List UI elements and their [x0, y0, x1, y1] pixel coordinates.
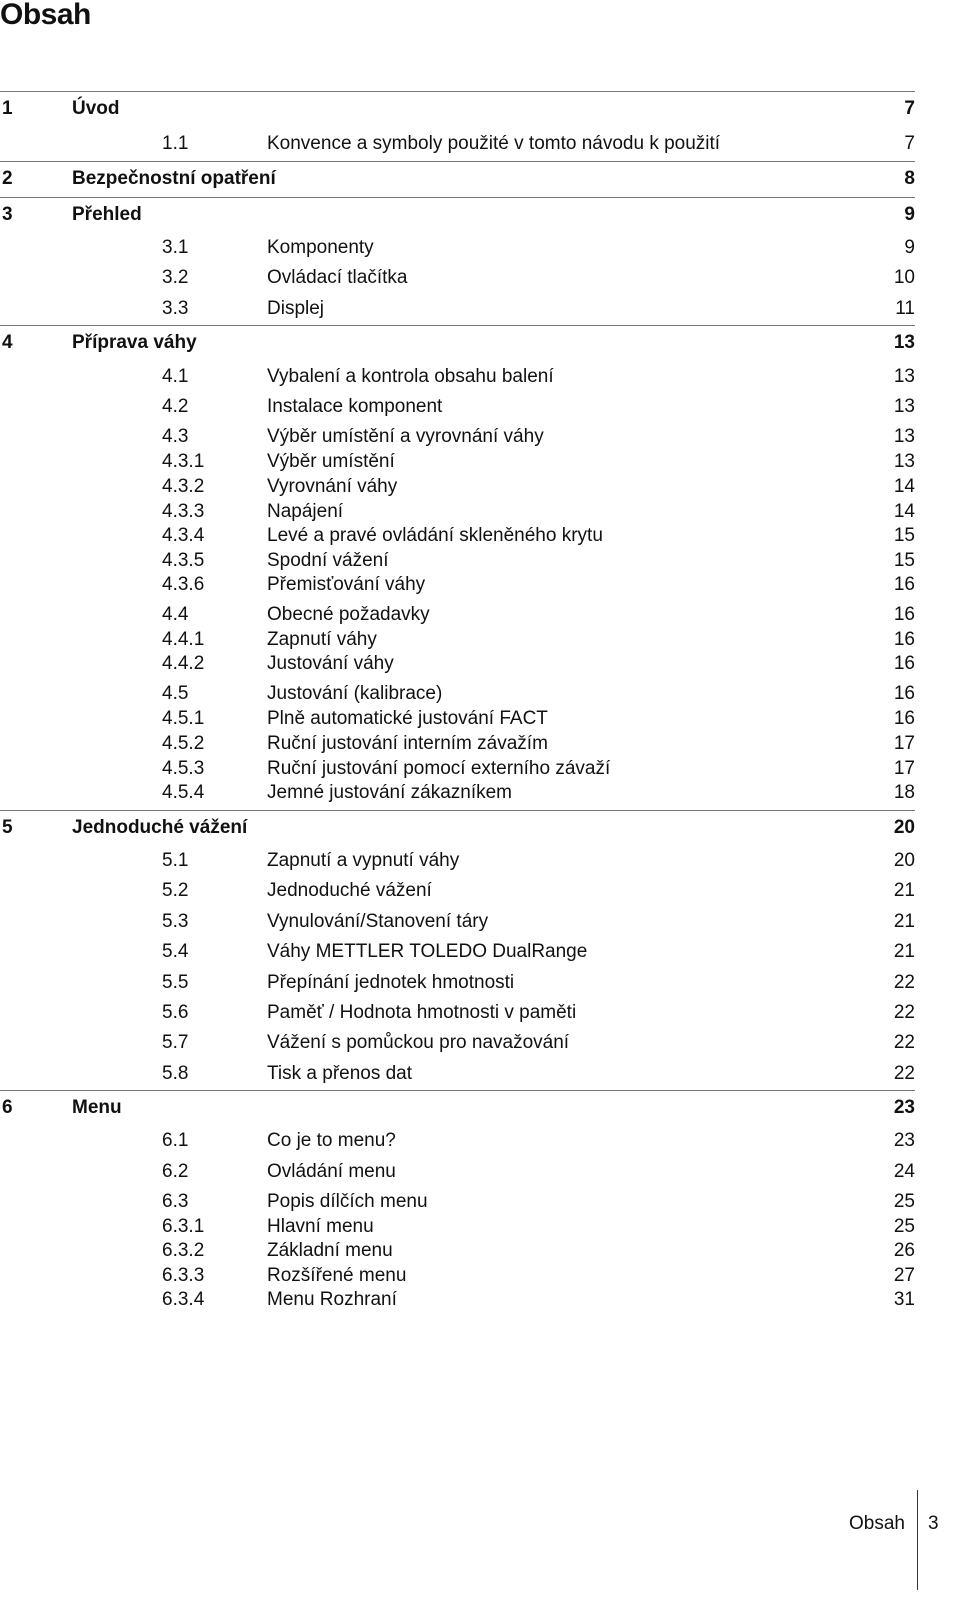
toc-entry-title: Úvod — [72, 98, 120, 119]
toc-entry-page: 22 — [893, 972, 915, 993]
toc-entry-number: 4.5.2 — [162, 733, 205, 754]
toc-subsection-row[interactable] — [0, 1061, 960, 1087]
toc-subsection-row[interactable] — [0, 394, 960, 420]
toc-entry-page: 13 — [893, 332, 915, 353]
toc-entry-number: 5.1 — [162, 850, 189, 871]
toc-subsection-row[interactable] — [0, 523, 960, 549]
toc-subsection-row[interactable] — [0, 970, 960, 996]
toc-subsection-row[interactable] — [0, 1189, 960, 1215]
toc-subsection-row[interactable] — [0, 706, 960, 732]
toc-entry-page: 13 — [893, 396, 915, 417]
toc-entry-title: Hlavní menu — [267, 1216, 374, 1237]
toc-subsection-row[interactable] — [0, 681, 960, 707]
toc-entry-page: 21 — [893, 911, 915, 932]
toc-entry-number: 6.3.1 — [162, 1216, 205, 1237]
toc-subsection-row[interactable] — [0, 1159, 960, 1185]
toc-subsection-row[interactable] — [0, 780, 960, 806]
toc-entry-number: 4.5.3 — [162, 758, 205, 779]
toc-entry-page: 21 — [893, 880, 915, 901]
toc-entry-title: Menu Rozhraní — [267, 1289, 397, 1310]
toc-subsection-row[interactable] — [0, 1128, 960, 1154]
toc-entry-page: 31 — [893, 1289, 915, 1310]
toc-entry-number: 5.4 — [162, 941, 189, 962]
toc-entry-number: 4.3 — [162, 426, 189, 447]
toc-subsection-row[interactable] — [0, 1263, 960, 1289]
toc-entry-title: Tisk a přenos dat — [267, 1063, 413, 1084]
toc-subsection-row[interactable] — [0, 449, 960, 475]
page-footer — [0, 1490, 960, 1603]
toc-entry-number: 4.5.1 — [162, 708, 205, 729]
toc-entry-page: 13 — [893, 366, 915, 387]
toc-chapter-row[interactable] — [0, 166, 960, 192]
toc-entry-page: 17 — [893, 733, 915, 754]
toc-entry-page: 9 — [904, 204, 915, 225]
toc-entry-page: 7 — [904, 98, 915, 119]
toc-entry-number: 4.5.4 — [162, 782, 205, 803]
toc-entry-title: Vyrovnání váhy — [267, 476, 398, 497]
toc-entry-title: Popis dílčích menu — [267, 1191, 428, 1212]
toc-entry-page: 22 — [893, 1063, 915, 1084]
toc-entry-page: 18 — [893, 782, 915, 803]
toc-subsection-row[interactable] — [0, 364, 960, 390]
toc-entry-title: Spodní vážení — [267, 550, 389, 571]
toc-entry-page: 14 — [893, 501, 915, 522]
toc-entry-number: 6.2 — [162, 1161, 189, 1182]
toc-entry-title: Justování (kalibrace) — [267, 683, 443, 704]
toc-entry-page: 23 — [893, 1097, 915, 1118]
toc-entry-title: Komponenty — [267, 237, 374, 258]
toc-chapter-row[interactable] — [0, 202, 960, 228]
toc-entry-title: Jemné justování zákazníkem — [267, 782, 513, 803]
toc-entry-page: 25 — [893, 1191, 915, 1212]
toc-entry-number: 2 — [2, 168, 13, 189]
toc-entry-page: 16 — [893, 653, 915, 674]
chapter-divider-line — [0, 325, 915, 326]
toc-entry-title: Vybalení a kontrola obsahu balení — [267, 366, 554, 387]
toc-entry-title: Přehled — [72, 204, 142, 225]
toc-entry-number: 4.5 — [162, 683, 189, 704]
toc-entry-page: 20 — [893, 817, 915, 838]
toc-entry-title: Výběr umístění — [267, 451, 395, 472]
toc-entry-title: Zapnutí a vypnutí váhy — [267, 850, 460, 871]
toc-entry-number: 4.3.6 — [162, 574, 205, 595]
toc-entry-page: 20 — [893, 850, 915, 871]
toc-entry-number: 4.4.2 — [162, 653, 205, 674]
toc-entry-page: 26 — [893, 1240, 915, 1261]
toc-entry-title: Váhy METTLER TOLEDO DualRange — [267, 941, 588, 962]
toc-entry-number: 6.3 — [162, 1191, 189, 1212]
toc-entry-number: 4.3.2 — [162, 476, 205, 497]
toc-subsection-row[interactable] — [0, 499, 960, 525]
toc-subsection-row[interactable] — [0, 424, 960, 450]
toc-subsection-row[interactable] — [0, 1287, 960, 1313]
toc-entry-number: 4.3.3 — [162, 501, 205, 522]
chapter-divider-line — [0, 1090, 915, 1091]
toc-entry-number: 1 — [2, 98, 13, 119]
toc-subsection-row[interactable] — [0, 1238, 960, 1264]
toc-entry-number: 4.3.5 — [162, 550, 205, 571]
toc-subsection-row[interactable] — [0, 131, 960, 157]
toc-entry-number: 5.8 — [162, 1063, 189, 1084]
toc-entry-title: Základní menu — [267, 1240, 393, 1261]
toc-entry-number: 4.4.1 — [162, 629, 205, 650]
toc-entry-title: Plně automatické justování FACT — [267, 708, 548, 729]
toc-entry-title: Displej — [267, 298, 325, 319]
toc-entry-number: 3.1 — [162, 237, 189, 258]
toc-entry-number: 5.6 — [162, 1002, 189, 1023]
toc-entry-title: Konvence a symboly použité v tomto návodu k použití — [267, 133, 721, 154]
toc-subsection-row[interactable] — [0, 939, 960, 965]
toc-subsection-row[interactable] — [0, 265, 960, 291]
toc-subsection-row[interactable] — [0, 235, 960, 261]
toc-entry-page: 16 — [893, 574, 915, 595]
toc-entry-number: 4.2 — [162, 396, 189, 417]
toc-entry-number: 5.2 — [162, 880, 189, 901]
footer-section-label: Obsah — [849, 1513, 905, 1534]
toc-subsection-row[interactable] — [0, 548, 960, 574]
toc-subsection-row[interactable] — [0, 756, 960, 782]
toc-entry-number: 6.3.4 — [162, 1289, 205, 1310]
toc-entry-page: 8 — [904, 168, 915, 189]
toc-entry-page: 25 — [893, 1216, 915, 1237]
toc-entry-title: Příprava váhy — [72, 332, 197, 353]
toc-subsection-row[interactable] — [0, 731, 960, 757]
toc-subsection-row[interactable] — [0, 878, 960, 904]
toc-entry-title: Ruční justování pomocí externího závaží — [267, 758, 611, 779]
toc-subsection-row[interactable] — [0, 1030, 960, 1056]
toc-entry-page: 7 — [904, 133, 915, 154]
toc-entry-number: 1.1 — [162, 133, 189, 154]
footer-divider — [917, 1490, 918, 1590]
toc-entry-page: 13 — [893, 426, 915, 447]
toc-chapter-row[interactable] — [0, 96, 960, 122]
toc-entry-title: Justování váhy — [267, 653, 394, 674]
toc-entry-number: 4 — [2, 332, 13, 353]
toc-entry-number: 6.3.3 — [162, 1265, 205, 1286]
toc-entry-number: 5.7 — [162, 1032, 189, 1053]
toc-entry-page: 27 — [893, 1265, 915, 1286]
toc-entry-title: Vynulování/Stanovení táry — [267, 911, 489, 932]
chapter-divider-line — [0, 197, 915, 198]
chapter-divider-line — [0, 91, 915, 92]
toc-entry-title: Ovládání menu — [267, 1161, 396, 1182]
toc-entry-title: Levé a pravé ovládání skleněného krytu — [267, 525, 603, 546]
toc-subsection-row[interactable] — [0, 296, 960, 322]
toc-entry-title: Instalace komponent — [267, 396, 443, 417]
toc-entry-number: 6 — [2, 1097, 13, 1118]
toc-entry-title: Vážení s pomůckou pro navažování — [267, 1032, 570, 1053]
toc-entry-number: 3.2 — [162, 267, 189, 288]
toc-entry-page: 16 — [893, 604, 915, 625]
toc-chapter-row[interactable] — [0, 1095, 960, 1121]
toc-entry-title: Napájení — [267, 501, 344, 522]
toc-entry-title: Ovládací tlačítka — [267, 267, 408, 288]
toc-chapter-row[interactable] — [0, 330, 960, 356]
toc-entry-page: 10 — [893, 267, 915, 288]
toc-subsection-row[interactable] — [0, 602, 960, 628]
page-title: Obsah — [0, 0, 91, 31]
toc-entry-number: 4.1 — [162, 366, 189, 387]
toc-entry-page: 16 — [893, 683, 915, 704]
toc-subsection-row[interactable] — [0, 1214, 960, 1240]
toc-subsection-row[interactable] — [0, 627, 960, 653]
toc-entry-number: 4.3.1 — [162, 451, 205, 472]
toc-entry-page: 16 — [893, 708, 915, 729]
toc-entry-title: Paměť / Hodnota hmotnosti v paměti — [267, 1002, 577, 1023]
chapter-divider-line — [0, 810, 915, 811]
toc-entry-title: Co je to menu? — [267, 1130, 396, 1151]
toc-entry-number: 5 — [2, 817, 13, 838]
toc-entry-page: 21 — [893, 941, 915, 962]
toc-entry-number: 6.1 — [162, 1130, 189, 1151]
chapter-divider-line — [0, 161, 915, 162]
toc-subsection-row[interactable] — [0, 474, 960, 500]
toc-entry-page: 11 — [895, 298, 915, 319]
toc-entry-number: 4.3.4 — [162, 525, 205, 546]
toc-entry-page: 23 — [893, 1130, 915, 1151]
toc-entry-title: Menu — [72, 1097, 122, 1118]
toc-entry-page: 24 — [893, 1161, 915, 1182]
toc-entry-number: 5.3 — [162, 911, 189, 932]
footer-page-number: 3 — [928, 1513, 939, 1534]
toc-entry-title: Bezpečnostní opatření — [72, 168, 276, 189]
toc-entry-page: 22 — [893, 1002, 915, 1023]
toc-entry-page: 14 — [893, 476, 915, 497]
toc-entry-page: 15 — [893, 525, 915, 546]
toc-entry-number: 5.5 — [162, 972, 189, 993]
toc-subsection-row[interactable] — [0, 1000, 960, 1026]
toc-subsection-row[interactable] — [0, 909, 960, 935]
toc-entry-title: Zapnutí váhy — [267, 629, 377, 650]
toc-entry-number: 6.3.2 — [162, 1240, 205, 1261]
toc-entry-title: Rozšířené menu — [267, 1265, 407, 1286]
toc-entry-page: 17 — [893, 758, 915, 779]
toc-entry-title: Přepínání jednotek hmotnosti — [267, 972, 515, 993]
toc-entry-page: 15 — [893, 550, 915, 571]
toc-entry-title: Ruční justování interním závažím — [267, 733, 548, 754]
toc-entry-page: 9 — [904, 237, 915, 258]
toc-entry-page: 13 — [893, 451, 915, 472]
toc-subsection-row[interactable] — [0, 572, 960, 598]
toc-entry-page: 22 — [893, 1032, 915, 1053]
toc-entry-number: 4.4 — [162, 604, 189, 625]
toc-entry-title: Jednoduché vážení — [72, 817, 248, 838]
toc-subsection-row[interactable] — [0, 848, 960, 874]
toc-entry-title: Obecné požadavky — [267, 604, 430, 625]
toc-entry-title: Jednoduché vážení — [267, 880, 432, 901]
toc-entry-number: 3 — [2, 204, 13, 225]
toc-entry-number: 3.3 — [162, 298, 189, 319]
toc-chapter-row[interactable] — [0, 815, 960, 841]
toc-entry-title: Výběr umístění a vyrovnání váhy — [267, 426, 544, 447]
toc-entry-title: Přemisťování váhy — [267, 574, 426, 595]
toc-entry-page: 16 — [893, 629, 915, 650]
toc-subsection-row[interactable] — [0, 651, 960, 677]
